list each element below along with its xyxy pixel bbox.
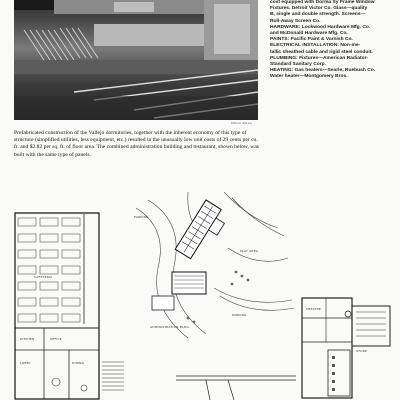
room-label: LOBBY — [20, 361, 31, 365]
site-plan-drawing — [128, 188, 296, 348]
spec-line: HARDWARE: Lockwood Hardware Mfg. Co. — [270, 24, 371, 30]
photo-scene — [14, 0, 258, 120]
spec-line: tallic sheathed cable and rigid steel conduit. — [270, 49, 373, 55]
site-label: ADMINISTRATION BLDG. — [150, 325, 191, 329]
photo-caption: Prefabricated construction of the Vallejo dormitories, together with the inherent economy of this type of structure (simplified utilities, less equipment, etc.) resulted in the unusually low unit costs of 29 cents per cu. ft. and $2.82 per sq. ft. of floor area. The combined administration building and restaurant, shown below, was built with the same type of panels. — [14, 130, 259, 158]
site-label: PLAY AREA — [240, 249, 259, 253]
floor-plan-left-drawing — [14, 212, 126, 400]
spec-line: PLUMBING: Fixtures—American Radiator- — [270, 55, 369, 61]
room-label: OFFICE — [50, 337, 62, 341]
floor-plan-right — [300, 292, 392, 400]
spec-line: Roll-Away Screen Co. — [270, 18, 321, 24]
floor-plan-right-drawing — [300, 292, 392, 400]
construction-photo — [14, 0, 258, 120]
room-label: KITCHEN — [20, 337, 35, 341]
spec-line: B, single and double strength. Screens— — [270, 12, 366, 18]
spec-line: Water heater—Montgomery Bros. — [270, 74, 348, 80]
spec-line: PAINTS: Pacific Paint & Varnish Co. — [270, 37, 353, 43]
room-label: CAFETERIA — [34, 275, 53, 279]
spec-line: HEATING: Gas heaters—Searle, Ruebush Co. — [270, 68, 376, 74]
spec-line: Fixtures. Detroit Victor Co. Glass—quality — [270, 6, 368, 12]
spec-line: Standard Sanitary Corp. — [270, 62, 326, 68]
spec-line: cost equipped with Dorma Sy Frame Window — [270, 0, 375, 5]
floor-plan-left — [14, 212, 126, 400]
site-plan — [128, 188, 296, 348]
specifications-text — [270, 0, 392, 81]
site-label: PARKING — [232, 313, 247, 317]
room-label: STORE — [356, 349, 368, 353]
spec-line: and McDonald Hardware Mfg. Co. — [270, 31, 348, 37]
photo-credit: Wilton Abrew — [231, 121, 252, 125]
section-drawing — [176, 356, 296, 400]
room-label: DINING — [72, 361, 85, 365]
room-label: THEATRE — [306, 307, 322, 311]
spec-line: ELECTRICAL INSTALLATION: Non-me- — [270, 43, 361, 49]
section-drawing-lines — [176, 356, 296, 400]
site-label: PARKING — [134, 215, 149, 219]
